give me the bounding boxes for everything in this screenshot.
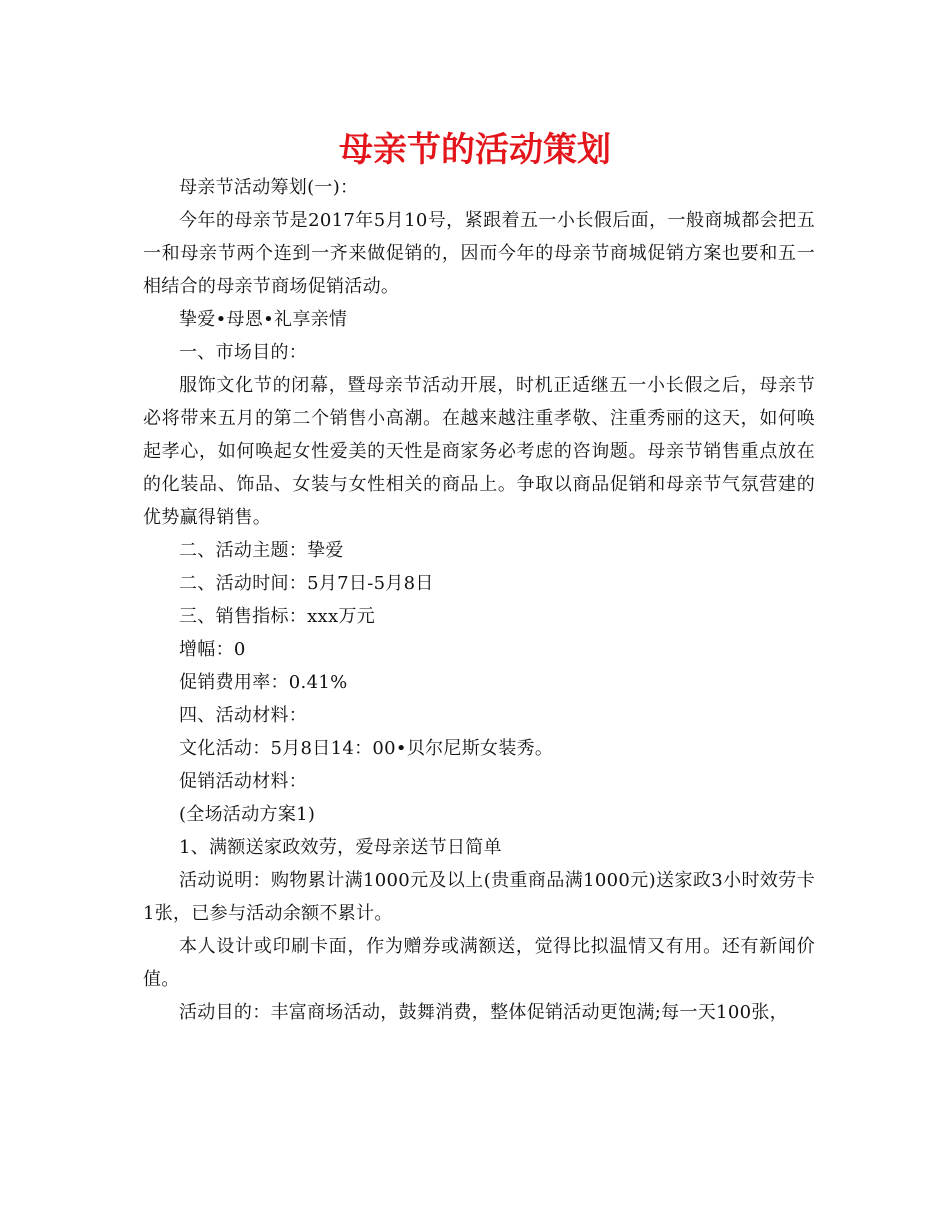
paragraph-market-goal: 服饰文化节的闭幕，暨母亲节活动开展，时机正适继五一小长假之后，母亲节必将带来五月的第二个销售小高潮。在越来越注重孝敬、注重秀丽的这天，如何唤起孝心，如何唤起女性爱美的天性是商家务必考虑的咨询题。母亲节销售重点放在的化装品、饰品、女装与女性相关的商品上。争取以商品促销和母亲节气氛营建的优势赢得销售。: [143, 375, 815, 528]
paragraph-slogan: 挚爱•母恩•礼享亲情: [179, 309, 348, 330]
paragraph-card-design: 本人设计或印刷卡面，作为赠券或满额送，觉得比拟温情又有用。还有新闻价值。: [143, 936, 815, 990]
paragraph-theme: 二、活动主题：挚爱: [179, 540, 344, 561]
section-heading-market-goal: 一、市场目的：: [179, 342, 308, 363]
paragraph-background: 今年的母亲节是2017年5月10号，紧跟着五一小长假后面，一般商城都会把五一和母亲节两个连到一齐来做促销的，因而今年的母亲节商城促销方案也要和五一相结合的母亲节商场促销活动。: [143, 210, 815, 297]
paragraph-time: 二、活动时间：5月7日-5月8日: [179, 573, 434, 594]
document-title: 母亲节的活动策划: [339, 130, 611, 170]
paragraph-intro-heading: 母亲节活动筹划(一)：: [179, 177, 359, 198]
section-heading-materials: 四、活动材料：: [179, 705, 308, 726]
paragraph-activity-description: 活动说明：购物累计满1000元及以上(贵重商品满1000元)送家政3小时效劳卡1张，已参与活动余额不累计。: [143, 870, 815, 924]
paragraph-item-1: 1、满额送家政效劳，爱母亲送节日简单: [179, 837, 502, 858]
paragraph-plan-1: (全场活动方案1): [179, 804, 316, 825]
paragraph-sales-target: 三、销售指标：xxx万元: [179, 606, 376, 627]
paragraph-growth: 增幅：0: [179, 639, 246, 660]
paragraph-activity-purpose: 活动目的：丰富商场活动，鼓舞消费，整体促销活动更饱满;每一天100张，: [179, 1002, 788, 1023]
paragraph-cost-rate: 促销费用率：0.41%: [179, 672, 348, 693]
document-body: [143, 171, 815, 1029]
paragraph-culture-activity: 文化活动：5月8日14：00•贝尔尼斯女装秀。: [179, 738, 554, 759]
paragraph-promo-materials: 促销活动材料：: [179, 771, 308, 792]
